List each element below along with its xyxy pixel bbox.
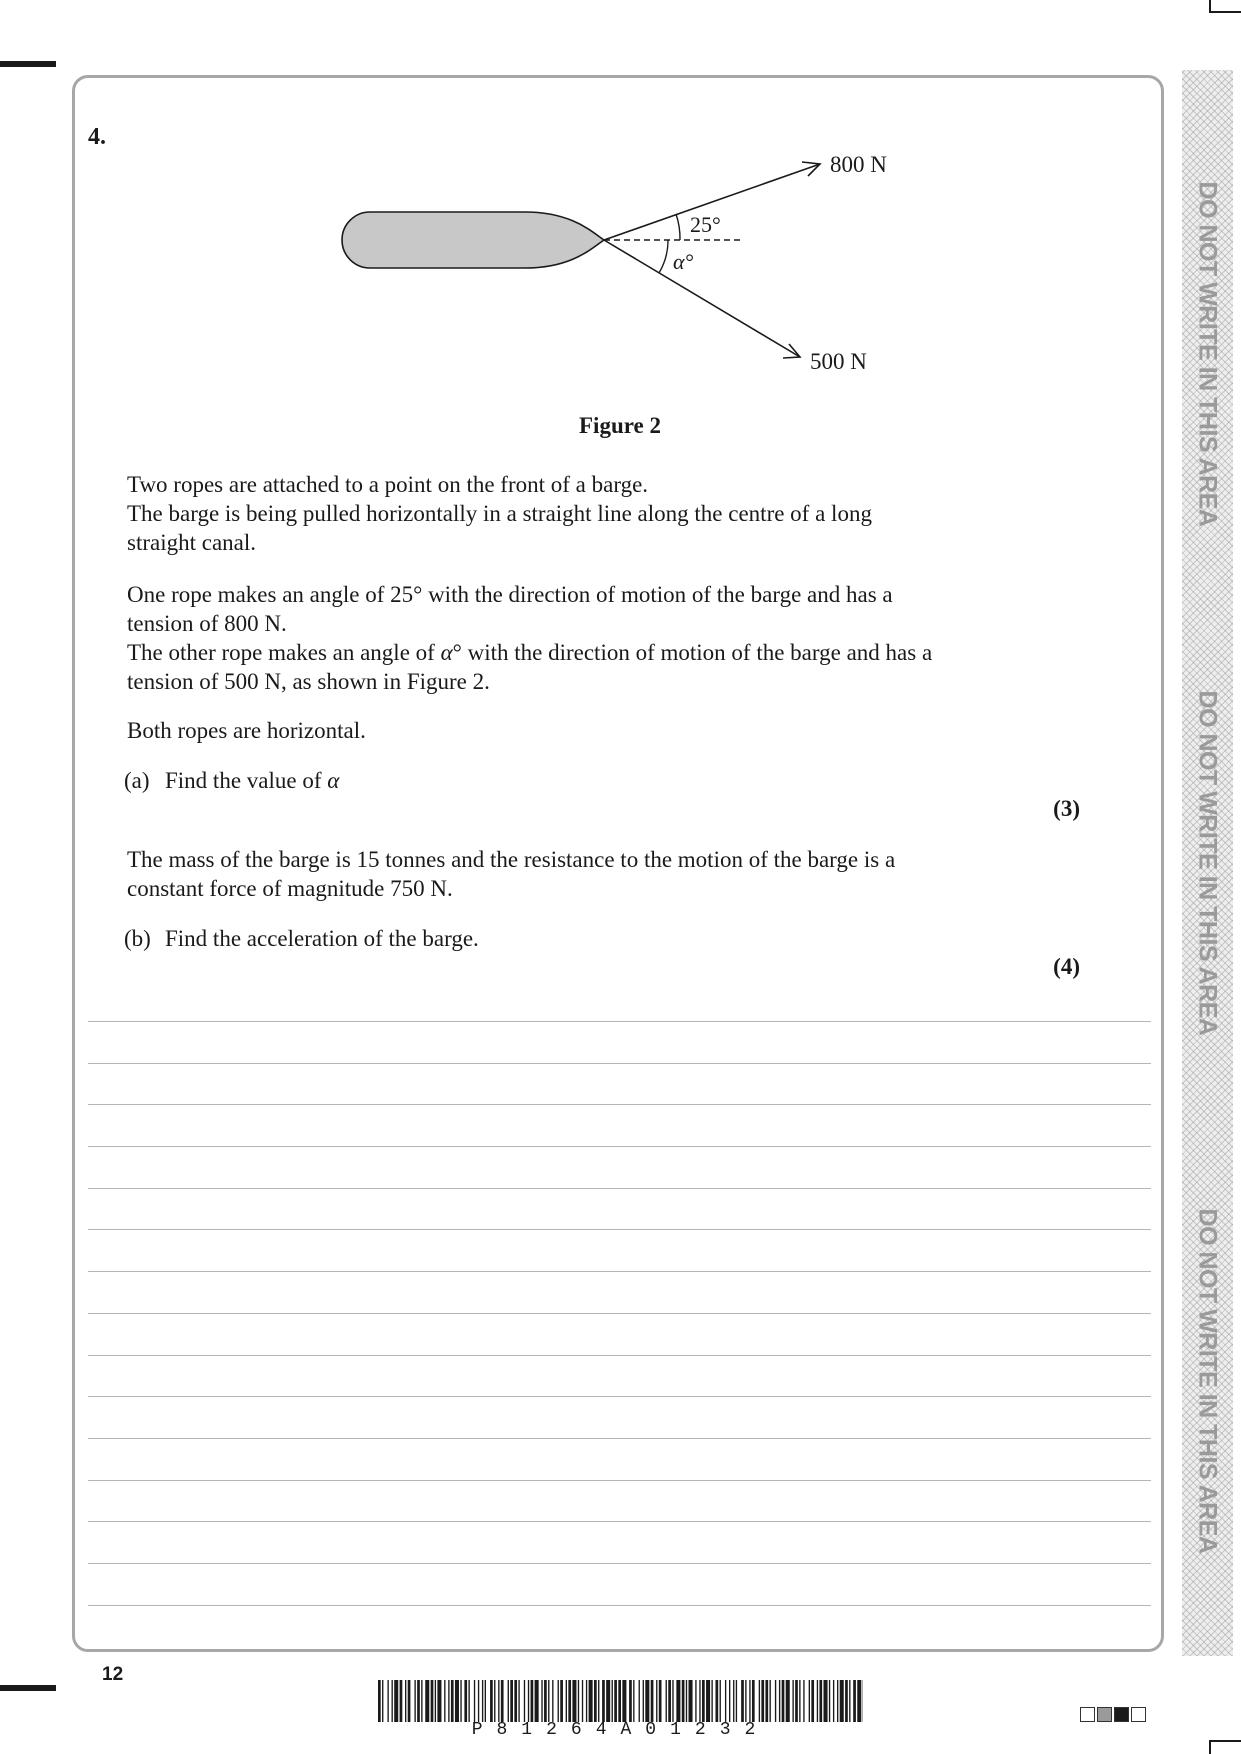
barcode-bar [460, 1680, 461, 1722]
registration-square-4 [1131, 1707, 1146, 1722]
barcode-bar [759, 1680, 760, 1722]
answer-line[interactable] [88, 1522, 1151, 1564]
barcode-bar [633, 1680, 634, 1722]
barcode-bar [464, 1680, 467, 1722]
barcode-bar [795, 1680, 798, 1722]
barcode-bar [706, 1680, 710, 1722]
barcode-bar [578, 1680, 579, 1722]
barcode-bar [535, 1680, 539, 1722]
answer-line[interactable] [88, 1314, 1151, 1356]
barcode-bar [582, 1680, 583, 1722]
barcode-bar [544, 1680, 547, 1722]
angle-arc-upper [676, 214, 680, 240]
barcode-bar [514, 1680, 517, 1722]
registration-square-1 [1080, 1707, 1095, 1722]
answer-line[interactable] [88, 1397, 1151, 1439]
barcode-bar [437, 1680, 441, 1722]
corner-mark-top-right-h [1209, 11, 1241, 13]
barcode-bar [566, 1680, 567, 1722]
barcode-bar [400, 1680, 403, 1722]
barcode-bar [845, 1680, 848, 1722]
barcode-bar [435, 1680, 436, 1722]
barcode-bar [686, 1680, 687, 1722]
barcode-bar [468, 1680, 469, 1722]
answer-line[interactable] [88, 1272, 1151, 1314]
barcode-bar [775, 1680, 776, 1722]
barcode-bar [568, 1680, 571, 1722]
barcode-bar [510, 1680, 513, 1722]
part-b-label: (b) [124, 926, 151, 951]
barcode-bar [558, 1680, 559, 1722]
barcode-bar [586, 1680, 587, 1722]
barcode-bar [618, 1680, 621, 1722]
barcode-bar [729, 1680, 730, 1722]
part-a-marks: (3) [1053, 796, 1080, 821]
barcode-bar [405, 1680, 406, 1722]
answer-line[interactable] [88, 1481, 1151, 1523]
barcode-bar [809, 1680, 810, 1722]
barcode-bar [421, 1680, 422, 1722]
label-angle-alpha: α° [673, 249, 694, 274]
barcode-bar [749, 1680, 750, 1722]
barcode-bar [612, 1680, 613, 1722]
paragraph-ropes-horizontal: Both ropes are horizontal. [127, 718, 366, 743]
barcode-bar [711, 1680, 712, 1722]
barcode-bar [645, 1680, 649, 1722]
label-angle-25: 25° [690, 212, 721, 237]
barcode-bar [720, 1680, 721, 1722]
part-b-marks: (4) [1053, 954, 1080, 979]
barcode-bar [817, 1680, 818, 1722]
corner-mark-bottom-left [0, 1685, 56, 1691]
corner-mark-bottom-right-h [1209, 1740, 1241, 1742]
barcode-bar [524, 1680, 525, 1722]
answer-line[interactable] [88, 1189, 1151, 1231]
barcode-bar [786, 1680, 790, 1722]
answer-line[interactable] [88, 1439, 1151, 1481]
angle-arc-lower [659, 240, 668, 273]
barcode-bar [695, 1680, 696, 1722]
barcode-bar [408, 1680, 411, 1722]
barcode-bar [716, 1680, 719, 1722]
barcode-bar [745, 1680, 746, 1722]
part-a-variable: α [327, 768, 340, 793]
barcode-bar [741, 1680, 744, 1722]
barcode-bar [552, 1680, 553, 1722]
barcode-bar [501, 1680, 504, 1722]
barcode-bar [425, 1680, 429, 1722]
barcode-bar [702, 1680, 705, 1722]
barcode-bar [682, 1680, 685, 1722]
barcode-bar [482, 1680, 483, 1722]
barcode-bar [531, 1680, 534, 1722]
barcode-bar [594, 1680, 597, 1722]
barcode-bar [829, 1680, 830, 1722]
label-800N: 800 N [830, 152, 887, 177]
barcode-bar [761, 1680, 764, 1722]
paragraph-ropes-attached: Two ropes are attached to a point on the front of a barge. The barge is being pulled horizontally in a straight line along the centre of a long straight canal. [127, 472, 872, 555]
barcode-bar [455, 1680, 459, 1722]
registration-square-2 [1097, 1707, 1112, 1722]
barcode-bar [572, 1680, 576, 1722]
barcode-bar [779, 1680, 780, 1722]
barge-shape [342, 212, 604, 268]
barcode-bar [431, 1680, 434, 1722]
barcode-bar [811, 1680, 814, 1722]
corner-mark-bottom-right [1209, 1740, 1211, 1754]
barcode-bar [444, 1680, 445, 1722]
registration-square-3 [1114, 1707, 1129, 1722]
margin-warning-bottom: DO NOT WRITE IN THIS AREA [1193, 1208, 1222, 1554]
corner-mark-top-left [0, 61, 56, 67]
barcode-bar [799, 1680, 800, 1722]
part-b [124, 924, 479, 953]
paragraph-mass-resistance: The mass of the barge is 15 tonnes and the resistance to the motion of the barge is a constant force of magnitude 750 N. [127, 847, 896, 901]
print-registration-squares [1080, 1707, 1146, 1722]
barcode-bar [699, 1680, 700, 1722]
barcode-bar [765, 1680, 768, 1722]
barcode-bar [548, 1680, 549, 1722]
barcode-bar [602, 1680, 605, 1722]
barcode-bar [770, 1680, 771, 1722]
barcode-bar [382, 1680, 383, 1722]
barcode-bar [474, 1680, 475, 1722]
answer-line[interactable] [88, 1064, 1151, 1106]
label-500N: 500 N [810, 349, 867, 374]
barcode-bar [857, 1680, 861, 1722]
barcode-bar [752, 1680, 755, 1722]
barcode-bar [849, 1680, 850, 1722]
barcode-bar [656, 1680, 657, 1722]
barcode-bar [639, 1680, 640, 1722]
answer-line[interactable] [88, 1105, 1151, 1147]
part-a-text: Find the value of [165, 768, 328, 793]
barcode-bar [394, 1680, 398, 1722]
barcode-bar [833, 1680, 834, 1722]
barcode-bar [666, 1680, 667, 1722]
barcode-bar [668, 1680, 671, 1722]
figure-caption: Figure 2 [579, 413, 661, 438]
barcode-bar [378, 1680, 381, 1722]
barcode-bar [508, 1680, 509, 1722]
margin-warning-middle: DO NOT WRITE IN THIS AREA [1193, 690, 1222, 1036]
barcode-bar [614, 1680, 617, 1722]
barge-diagram [340, 140, 900, 385]
barcode-bar [560, 1680, 563, 1722]
barcode-bar [782, 1680, 785, 1722]
barcode-bar [792, 1680, 793, 1722]
barcode-bar [643, 1680, 644, 1722]
barcode-bar [387, 1680, 388, 1722]
barcode-text: P81264A01232 [471, 1720, 770, 1740]
barcode-bar [494, 1680, 495, 1722]
answer-line[interactable] [88, 1147, 1151, 1189]
barcode-bar [490, 1680, 493, 1722]
answer-line[interactable] [88, 1356, 1151, 1398]
part-a [124, 766, 339, 795]
answer-line[interactable] [88, 1564, 1151, 1606]
barcode-bar [689, 1680, 693, 1722]
paragraph-rope-angles: One rope makes an angle of 25° with the direction of motion of the barge and has a tension of 800 N. The other rope makes an angle of α° with the direction of motion of the barge and has a tension of 500 N, as shown in Figure 2. [127, 582, 933, 694]
barcode-bar [498, 1680, 499, 1722]
barcode-bar [451, 1680, 454, 1722]
barcode-bar [622, 1680, 626, 1722]
barcode-bar [853, 1680, 856, 1722]
part-b-text: Find the acceleration of the barge. [165, 926, 479, 951]
barcode-bar [598, 1680, 599, 1722]
answer-area[interactable] [88, 1021, 1151, 1606]
barcode-bar [448, 1680, 449, 1722]
barcode-bar [725, 1680, 726, 1722]
barcode-bar [824, 1680, 828, 1722]
rope-lower [604, 240, 800, 357]
barcode-bar [676, 1680, 680, 1722]
barcode-bar [803, 1680, 804, 1722]
barcode-bar [733, 1680, 734, 1722]
barcode-bar [414, 1680, 415, 1722]
barcode-bar [819, 1680, 822, 1722]
barcode-bar [417, 1680, 420, 1722]
question-number: 4. [88, 124, 106, 150]
barcode-bar [840, 1680, 844, 1722]
margin-warning-top: DO NOT WRITE IN THIS AREA [1193, 181, 1222, 527]
barcode-bar [541, 1680, 542, 1722]
barcode [378, 1680, 863, 1722]
barcode-bar [629, 1680, 632, 1722]
part-a-label: (a) [124, 768, 150, 793]
barcode-bar [837, 1680, 838, 1722]
barcode-bar [659, 1680, 662, 1722]
answer-line[interactable] [88, 1230, 1151, 1272]
barcode-bar [392, 1680, 393, 1722]
barcode-bar [651, 1680, 654, 1722]
barcode-bar [736, 1680, 737, 1722]
barcode-bar [518, 1680, 519, 1722]
barcode-bar [485, 1680, 486, 1722]
barcode-bar [606, 1680, 610, 1722]
barcode-bar [672, 1680, 673, 1722]
page-number: 12 [102, 1664, 124, 1685]
barcode-bar [589, 1680, 593, 1722]
barcode-bar [478, 1680, 479, 1722]
answer-line[interactable] [88, 1022, 1151, 1064]
barcode-bar [528, 1680, 529, 1722]
